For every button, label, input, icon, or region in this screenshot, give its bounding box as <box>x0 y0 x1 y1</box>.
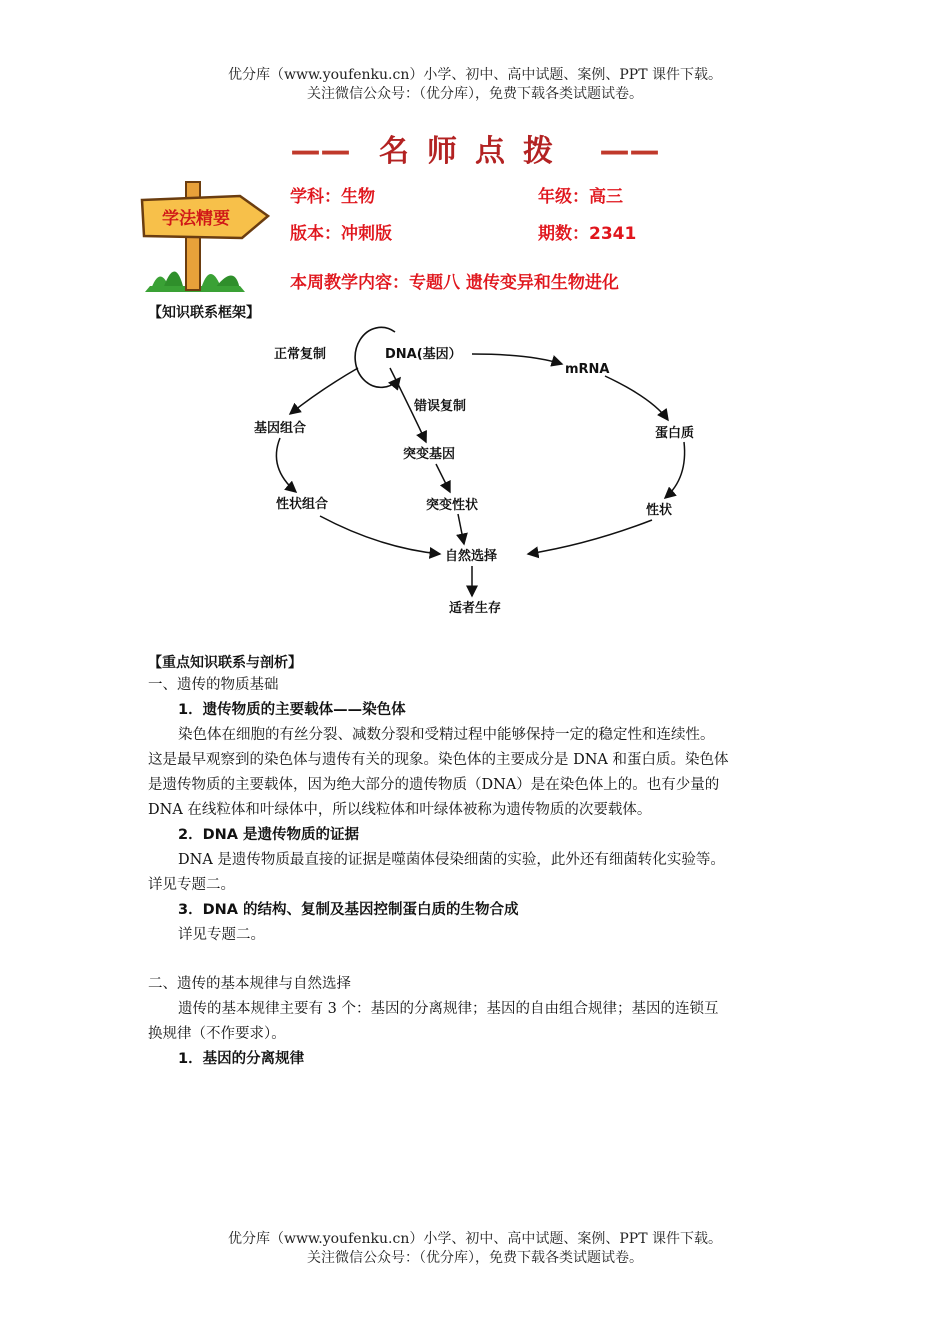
footer-line-1: 优分库（www.youfenku.cn）小学、初中、高中试题、案例、PPT 课件下载。 <box>227 1231 722 1247</box>
info-edition: 版本：冲刺版 <box>290 224 392 244</box>
arrow-mrna-protein <box>605 376 668 420</box>
section-1-2-line-2: 详见专题二。 <box>148 877 235 893</box>
analysis-body <box>148 673 808 1072</box>
header-line-1: 优分库（www.youfenku.cn）小学、初中、高中试题、案例、PPT 课件下载。 <box>227 67 722 83</box>
banner-title-row <box>0 126 950 170</box>
arrow-protein-trait <box>665 442 685 498</box>
section-2-line-1: 遗传的基本规律主要有 3 个：基因的分离规律；基因的自由组合规律；基因的连锁互 <box>178 1001 719 1017</box>
section-1-2-title: 2．DNA 是遗传物质的证据 <box>178 827 360 843</box>
section-2-1-title: 1．基因的分离规律 <box>178 1051 305 1067</box>
section-2-line-2: 换规律（不作要求）。 <box>148 1026 286 1042</box>
node-gene-combo: 基因组合 <box>254 421 307 436</box>
node-trait: 性状 <box>646 503 673 518</box>
sign-text: 学法精要 <box>162 209 230 229</box>
section-1-1-line-2: 这是最早观察到的染色体与遗传有关的现象。染色体的主要成分是 DNA 和蛋白质。染色体 <box>148 752 729 768</box>
page-footer <box>0 1230 950 1268</box>
section-1-1-line-3: 是遗传物质的主要载体，因为绝大部分的遗传物质（DNA）是在染色体上的。也有少量的 <box>148 777 720 793</box>
node-trait-combo: 性状组合 <box>276 497 329 512</box>
node-mutant-trait: 突变性状 <box>426 498 479 513</box>
node-protein: 蛋白质 <box>655 426 695 441</box>
signpost-logo <box>140 172 270 294</box>
arrow-dna-mrna <box>472 354 562 364</box>
framework-label: 【知识联系框架】 <box>148 305 260 321</box>
arrow-dna-genecombo <box>290 368 358 414</box>
section-1-1-title: 1．遗传物质的主要载体——染色体 <box>178 702 406 718</box>
arrow-traitcombo-selection <box>320 516 440 554</box>
footer-line-2: 关注微信公众号：（优分库），免费下载各类试题试卷。 <box>307 1250 643 1266</box>
arrow-trait-selection <box>528 520 652 554</box>
node-normal-copy: 正常复制 <box>274 347 327 362</box>
section-1-1-line-1: 染色体在细胞的有丝分裂、减数分裂和受精过程中能够保持一定的稳定性和连续性。 <box>178 727 715 743</box>
section-2-title: 二、遗传的基本规律与自然选择 <box>148 976 351 992</box>
banner-title: 名师点拨 <box>379 134 571 169</box>
node-mutant-gene: 突变基因 <box>403 447 456 462</box>
info-grade: 年级：高三 <box>538 187 623 207</box>
page-header <box>0 66 950 104</box>
node-mrna: mRNA <box>565 362 610 377</box>
section-1-2-line-1: DNA 是遗传物质最直接的证据是噬菌体侵染细菌的实验，此外还有细菌转化实验等。 <box>178 852 725 868</box>
banner-right-rule: —— <box>599 134 660 169</box>
analysis-label: 【重点知识联系与剖析】 <box>148 655 302 671</box>
info-issue: 期数：2341 <box>538 224 637 244</box>
node-dna: DNA(基因） <box>385 347 462 362</box>
arrow-mutantgene-mutanttrait <box>436 464 450 492</box>
section-1-title: 一、遗传的物质基础 <box>148 677 279 693</box>
node-survival: 适者生存 <box>449 601 502 616</box>
info-subject: 学科：生物 <box>290 187 375 207</box>
knowledge-framework-diagram <box>240 318 720 628</box>
arrow-genecombo-traitcombo <box>276 438 296 492</box>
blank-line <box>148 948 808 972</box>
arrow-mutanttrait-selection <box>458 514 464 544</box>
info-content: 本周教学内容：专题八 遗传变异和生物进化 <box>290 273 619 293</box>
section-1-3-line-1: 详见专题二。 <box>178 927 265 943</box>
section-1-3-title: 3．DNA 的结构、复制及基因控制蛋白质的生物合成 <box>178 902 519 918</box>
section-1-1-line-4: DNA 在线粒体和叶绿体中，所以线粒体和叶绿体被称为遗传物质的次要载体。 <box>148 802 652 818</box>
node-error-copy: 错误复制 <box>414 399 467 414</box>
banner-left-rule: —— <box>290 134 351 169</box>
node-selection: 自然选择 <box>445 549 498 564</box>
header-line-2: 关注微信公众号：（优分库），免费下载各类试题试卷。 <box>307 86 643 102</box>
